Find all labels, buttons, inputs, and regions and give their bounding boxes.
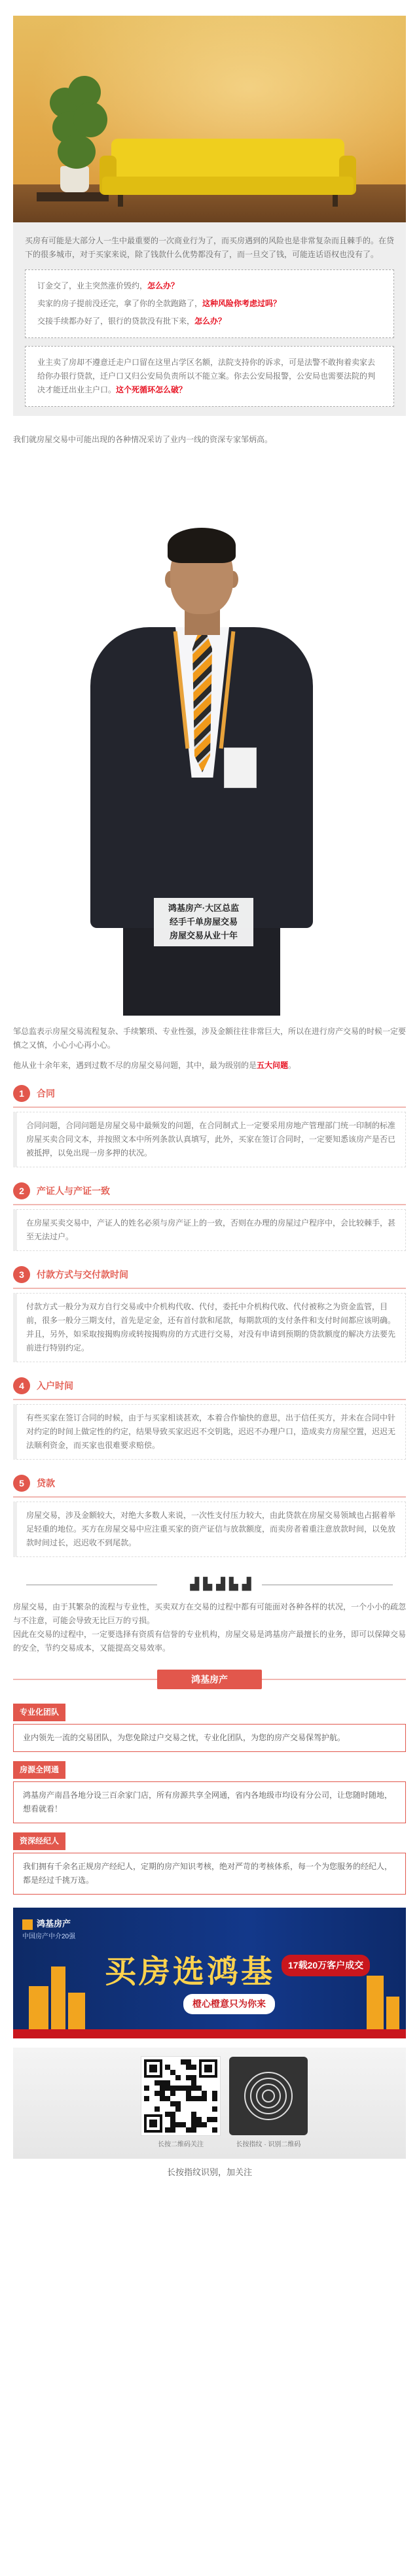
section-rule bbox=[13, 1107, 406, 1108]
section-header bbox=[13, 1182, 406, 1200]
problem-section bbox=[0, 1474, 419, 1557]
section-body: 有些买家在签订合同的时候，由于与买家相谈甚欢，本着合作愉快的意思，出于信任买方，并未在合同中针对约定的时间上做定性的约定，结果导致买家迟迟不交钥匙，迟迟不办理户口，造成卖方房屋空置，迟迟无法顺利资金，而买家也很难要求赔偿。 bbox=[13, 1404, 406, 1460]
intro-paragraph: 买房有可能是大部分人一生中最重要的一次商业行为了，而买房遇到的风险也是非常复杂而且棘手的。在贷下的很多城市，对于买家来说，除了钱款什么优势都没有了，而一旦交了钱，可能连话语权也没有了。 bbox=[25, 236, 395, 259]
banner-badge: 17载20万客户成交 bbox=[282, 1955, 370, 1976]
section-number: 4 bbox=[13, 1377, 30, 1394]
brand-point-body: 我们拥有千余名正规房产经纪人，定期的房产知识考核，绝对严苛的考核体系，每一个为您服务的经纪人，都是经过千挑万选。 bbox=[13, 1853, 406, 1895]
decorative-divider bbox=[13, 1570, 406, 1596]
caption-title: 鸿基房产·大区总监 bbox=[168, 903, 240, 913]
city-skyline-icon: ▟▙▟▙▟ bbox=[190, 1577, 255, 1590]
section-body: 合同问题，合同问题是房屋交易中最频发的问题，在合同制式上一定要采用房地产管理部门统一印制的标准房屋买卖合同文本，并按照文本中所列条款认真填写，此外，买家在签订合同时，一定要知悉该房产是否已被抵押，以免出现一房多押的状况。 bbox=[13, 1112, 406, 1167]
section-body: 房屋交易，涉及金额较大，对绝大多数人来说，一次性支付压力较大，由此贷款在房屋交易领域也占据着举足轻重的地位。买方在房屋交易中应注重买家的资产证信与放款额度，而卖房者着重注意放款时间，以免放款时间过长，迟迟收不到尾款。 bbox=[13, 1502, 406, 1557]
section-number: 1 bbox=[13, 1085, 30, 1102]
brand-heading bbox=[13, 1670, 406, 1689]
section-rule bbox=[13, 1399, 406, 1400]
question-1: 订金交了，业主突然涨价毁约，怎么办？ bbox=[37, 281, 179, 290]
fingerprint-icon[interactable] bbox=[229, 2057, 308, 2135]
banner-subtitle: 中国房产中介20强 bbox=[22, 1933, 76, 1940]
problem-section bbox=[0, 1377, 419, 1460]
intro-box bbox=[13, 222, 406, 416]
caption-line: 经手千单房屋交易 bbox=[169, 916, 238, 927]
qr-code[interactable] bbox=[141, 2057, 220, 2135]
id-badge bbox=[224, 747, 257, 788]
problem-section bbox=[0, 1182, 419, 1251]
section-header bbox=[13, 1377, 406, 1395]
brand-point-tag: 资深经纪人 bbox=[13, 1832, 65, 1850]
question-3: 交接手续都办好了，银行的贷款没有批下来，怎么办？ bbox=[37, 317, 227, 326]
section-header bbox=[13, 1265, 406, 1284]
brand-point-tag: 房源全网通 bbox=[13, 1761, 65, 1779]
section-title: 付款方式与交付款时间 bbox=[37, 1269, 128, 1280]
section-title: 合同 bbox=[37, 1088, 55, 1099]
banner-headline: 买房选鸿基 bbox=[105, 1953, 276, 1990]
section-title: 入户时间 bbox=[37, 1380, 73, 1391]
expert-paragraph: 邹总监表示房屋交易流程复杂、手续繁琐、专业性强，涉及金额往往非常巨大，所以在进行房产交易的时候一定要慎之又慎，小心小心再小心。 bbox=[13, 1027, 407, 1050]
problem-section bbox=[0, 1084, 419, 1167]
article-page bbox=[0, 16, 419, 2207]
section-title: 贷款 bbox=[37, 1477, 55, 1488]
caption-line: 房屋交易从业十年 bbox=[169, 930, 238, 940]
brand-logo: 鸿基房产 bbox=[22, 1917, 71, 1932]
section-body: 付款方式一般分为双方自行交易或中介机构代收、代付，委托中介机构代收、代付被称之为资金监管，目前，很多一般分三期支付，首先是定金，还有首付款和尾款，每期款项的支付条件和支付时间都应该明确。并且，另外，如采取按揭购房或转按揭购房的方式进行交易，对没有申请到预期的贷款额度的解决方法要先前进行特别约定。 bbox=[13, 1293, 406, 1362]
case-box bbox=[25, 346, 394, 407]
lead-paragraph: 我们就房屋交易中可能出现的各种情况采访了业内一线的资深专家邹炳高。 bbox=[13, 435, 273, 444]
brand-points bbox=[0, 1704, 419, 1895]
expert-paragraph-2: 他从业十余年来，遇到过数不尽的房屋交易问题，其中，最为级别的是五大问题。 bbox=[13, 1061, 297, 1070]
section-number: 2 bbox=[13, 1182, 30, 1199]
qr-area bbox=[13, 2048, 406, 2159]
portrait-caption bbox=[154, 898, 253, 946]
brand-point-body: 鸿基房产南昌各地分设三百余家门店，所有房源共享全网通，省内各地级市均设有分公司，让您随时随地，想看就看！ bbox=[13, 1781, 406, 1823]
brand-tag: 鸿基房产 bbox=[157, 1670, 262, 1689]
question-2: 卖家的房子提前没还完，拿了你的全款跑路了，这种风险你考虑过吗？ bbox=[37, 299, 282, 308]
brand-point bbox=[0, 1832, 419, 1895]
brand-point bbox=[0, 1761, 419, 1823]
banner-slogan: 橙心橙意只为你来 bbox=[183, 1994, 275, 2014]
section-title: 产证人与产证一致 bbox=[37, 1185, 110, 1196]
case-paragraph: 业主卖了房却不遵意迁走户口留在这里占学区名额，法院支持你的诉求，可是法警不敢拘着卖家去给你办银行贷款，迁户口又归公安局负责所以不能立案。你去公安局报警，公安局也需要法院的判决才能迁出业主户口。这个死循环怎么破？ bbox=[37, 358, 376, 394]
section-rule bbox=[13, 1288, 406, 1289]
problem-section bbox=[0, 1265, 419, 1362]
section-number: 3 bbox=[13, 1266, 30, 1283]
fingerprint-caption: 长按指纹 · 识别二维码 bbox=[236, 2141, 301, 2148]
section-rule bbox=[13, 1204, 406, 1205]
summary-paragraph: 房屋交易，由于其繁杂的流程与专业性，买卖双方在交易的过程中都有可能面对各种各样的状况，一个小小的疏忽与不注意，可能会导致无比巨万的亏损。 因此在交易的过程中，一定要选择有资质有信誉的专业机构，房屋交易是鸿基房产最擅长的业务，即可以保障交易的安全，节约交易成本，又能提高交易效率。 bbox=[13, 1602, 407, 1653]
logo-mark-icon bbox=[22, 1919, 33, 1930]
brand-point-tag: 专业化团队 bbox=[13, 1704, 65, 1721]
expert-portrait bbox=[13, 460, 406, 1016]
promo-banner bbox=[13, 1908, 406, 2038]
footer-text: 长按指纹识别，加关注 bbox=[166, 2167, 252, 2177]
problem-sections bbox=[0, 1084, 419, 1557]
section-header bbox=[13, 1084, 406, 1103]
qr-caption: 长按二维码关注 bbox=[158, 2141, 204, 2148]
question-box bbox=[25, 269, 394, 338]
section-body: 在房屋买卖交易中，产证人的姓名必须与房产证上的一致，否则在办理的房屋过户程序中，会比较棘手，甚至无法过户。 bbox=[13, 1209, 406, 1251]
section-rule bbox=[13, 1496, 406, 1498]
brand-point-body: 业内领先一流的交易团队，为您免除过户交易之忧，专业化团队，为您的房产交易保驾护航。 bbox=[13, 1724, 406, 1752]
section-number: 5 bbox=[13, 1475, 30, 1492]
brand-point bbox=[0, 1704, 419, 1752]
hero-sofa-image bbox=[13, 16, 406, 222]
section-header bbox=[13, 1474, 406, 1492]
